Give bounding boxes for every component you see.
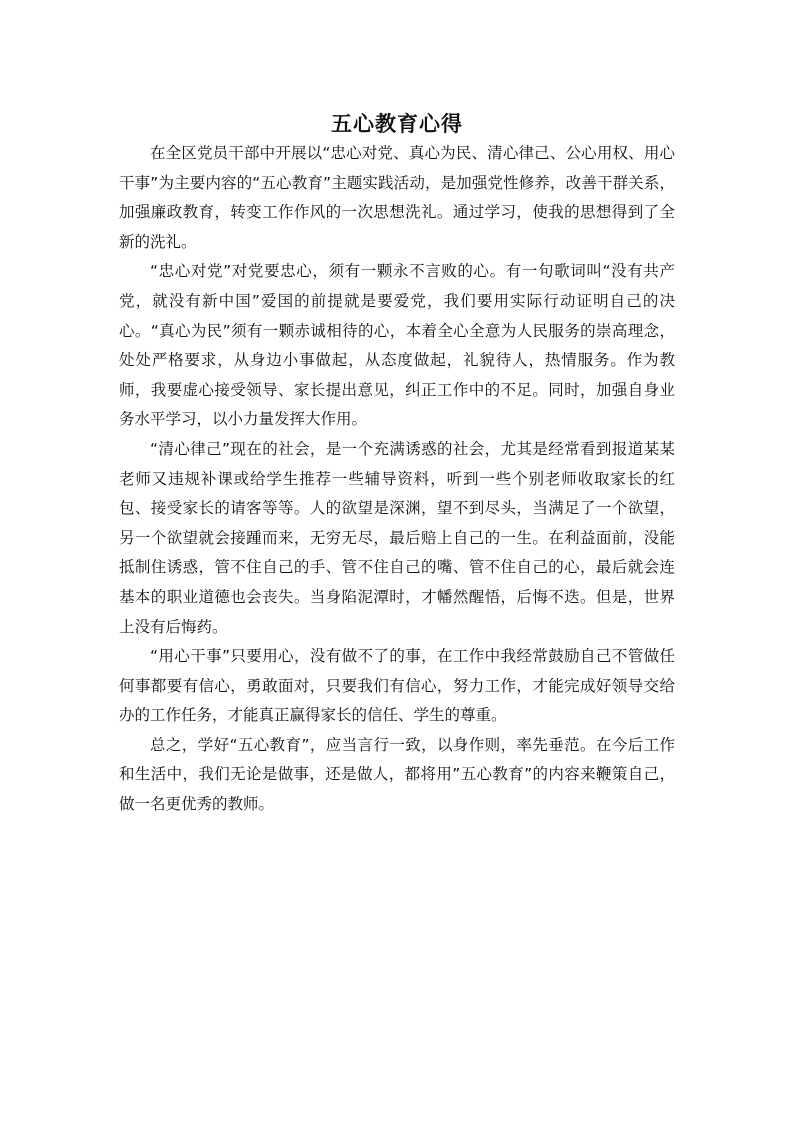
document-body [119, 139, 675, 820]
paragraph-intro: 在全区党员干部中开展以“忠心对党、真心为民、清心律己、公心用权、用心干事”为主要内容的“五心教育”主题实践活动，是加强党性修养，改善干群关系，加强廉政教育，转变工作作风的一次思想洗礼。通过学习，使我的思想得到了全新的洗礼。 [119, 144, 675, 251]
paragraph-loyal-heart: “忠心对党”对党要忠心，须有一颗永不言败的心。有一句歌词叫“没有共产党，就没有新中国”爱国的前提就是要爱党，我们要用实际行动证明自己的决心。“真心为民”须有一颗赤诚相待的心，本着全心全意为人民服务的崇高理念，处处严格要求，从身边小事做起，从态度做起，礼貌待人，热情服务。作为教师，我要虚心接受领导、家长提出意见，纠正工作中的不足。同时，加强自身业务水平学习，以小力量发挥大作用。 [119, 262, 675, 429]
paragraph-clear-heart: “清心律己”现在的社会，是一个充满诱惑的社会，尤其是经常看到报道某某老师又违规补课或给学生推荐一些辅导资料，听到一些个别老师收取家长的红包、接受家长的请客等等。人的欲望是深渊，望不到尽头，当满足了一个欲望，另一个欲望就会接踵而来，无穷无尽，最后赔上自己的一生。在利益面前，没能抵制住诱惑，管不住自己的手、管不住自己的嘴、管不住自己的心，最后就会连基本的职业道德也会丧失。当身陷泥潭时，才幡然醒悟，后悔不迭。但是，世界上没有后悔药。 [119, 439, 675, 636]
page-title: 五心教育心得 [331, 111, 463, 137]
paragraph-conclusion: 总之，学好“五心教育”，应当言行一致，以身作则，率先垂范。在今后工作和生活中，我们无论是做事，还是做人，都将用”五心教育”的内容来鞭策自己，做一名更优秀的教师。 [119, 735, 675, 814]
paragraph-devoted-heart: “用心干事”只要用心，没有做不了的事，在工作中我经常鼓励自己不管做任何事都要有信心，勇敢面对，只要我们有信心，努力工作，才能完成好领导交给办的工作任务，才能真正赢得家长的信任、学生的尊重。 [119, 647, 675, 725]
